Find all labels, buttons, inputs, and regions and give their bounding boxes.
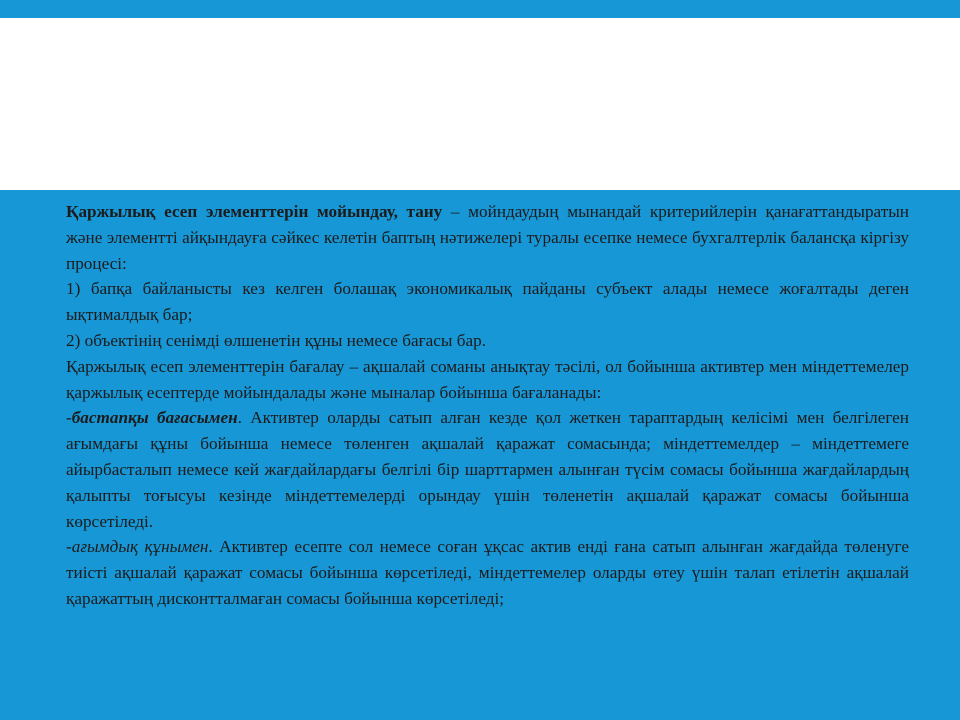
criterion-1: 1) бапқа байланысты кез келген болашақ экономикалық пайданы субъект алады немесе жоғалтады деген ықтималдық бар; xyxy=(66,279,909,325)
top-accent-band xyxy=(0,0,960,18)
current-cost-text: . Активтер есепте сол немесе соған ұқсас актив енді ғана сатып алынған жағдайда төленуге тиісті ақшалай қаражат сомасы бойынша көрсетіледі, міндеттемелер оларды өтеу үшін талап етілетін ақшалай қаражаттың дисконтталмаған сомасы бойынша көрсетіледі; xyxy=(66,537,909,608)
paragraph-valuation: Қаржылық есеп элементтерін бағалау – ақшалай соманы анықтау тәсілі, ол бойынша активтер мен міндеттемелер қаржылық есептерде мойындалады және мыналар бойынша бағаланады: xyxy=(66,356,909,402)
paragraph-current-cost xyxy=(66,534,909,611)
current-cost-term: ағымдық құнымен xyxy=(71,537,209,557)
paragraph-definition xyxy=(66,199,909,276)
definition-text: – мойндаудың мынандай критерийлерін қанағаттандыратын және элементті айқындауға сәйкес келетін баптың нәтижелері туралы есепке немесе бухгалтерлік балансқа кіргізу процесі: xyxy=(66,202,909,273)
historical-cost-term: бастапқы бағасымен xyxy=(71,408,238,428)
paragraph-historical-cost xyxy=(66,405,909,534)
historical-cost-text: . Активтер оларды сатып алған кезде қол жеткен тараптардың келісімі мен белгілеген ағымдағы құны бойынша немесе төленген ақшалай қаражат сомасында; міндеттемелдер – міндеттемеге айырбасталып немесе кей жағдайлардағы белгілі бір шарттармен алынған түсім сомасы бойынша жағдайлардың қалыпты тоғысуы кезінде міндеттемелерді орындау үшін төленетін ақшалай қаражат сомасы бойынша көрсетіледі. xyxy=(66,408,910,531)
title-area xyxy=(0,18,960,190)
dash: - xyxy=(66,408,72,428)
dash: - xyxy=(66,537,72,557)
definition-term: Қаржылық есеп элементтерін мойындау, тану xyxy=(66,202,443,221)
body-text xyxy=(66,199,909,612)
criterion-2: 2) объектінің сенімді өлшенетін құны немесе бағасы бар. xyxy=(66,330,486,350)
